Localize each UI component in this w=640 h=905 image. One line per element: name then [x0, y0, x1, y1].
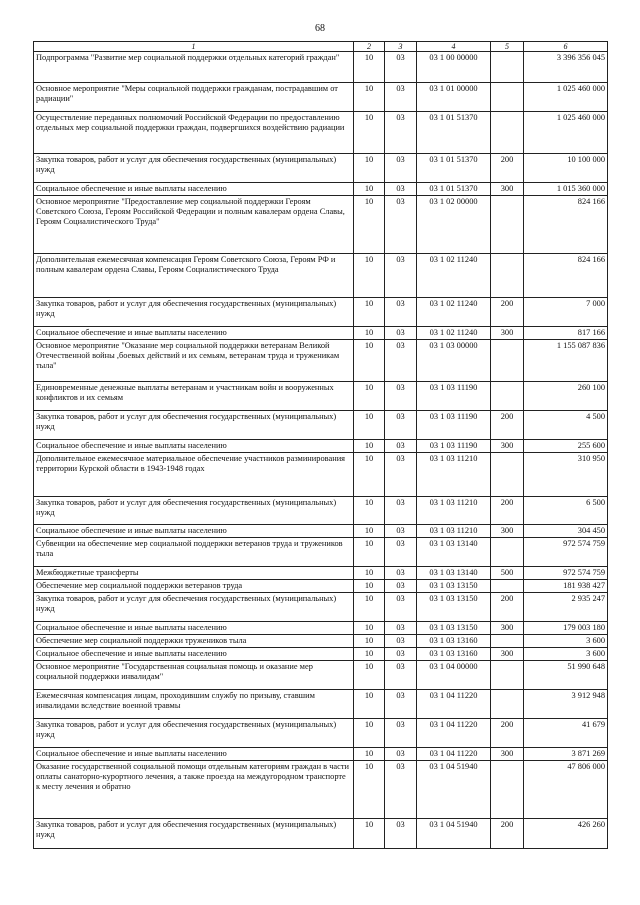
row-expense-type	[491, 112, 524, 154]
row-name: Социальное обеспечение и иные выплаты населению	[34, 440, 354, 453]
row-amount: 255 600	[524, 440, 608, 453]
table-row	[34, 593, 608, 622]
row-amount: 41 679	[524, 719, 608, 748]
row-section: 10	[354, 719, 385, 748]
row-amount: 4 500	[524, 411, 608, 440]
row-subsection: 03	[385, 761, 417, 819]
table-row	[34, 719, 608, 748]
table-row	[34, 819, 608, 849]
row-target-article: 03 1 03 11190	[417, 382, 491, 411]
row-subsection: 03	[385, 593, 417, 622]
table-row	[34, 196, 608, 254]
table-row	[34, 622, 608, 635]
row-section: 10	[354, 593, 385, 622]
row-expense-type	[491, 382, 524, 411]
row-target-article: 03 1 02 11240	[417, 298, 491, 327]
row-target-article: 03 1 04 51940	[417, 819, 491, 849]
table-row	[34, 538, 608, 567]
row-subsection: 03	[385, 183, 417, 196]
row-section: 10	[354, 83, 385, 112]
row-section: 10	[354, 52, 385, 83]
row-name: Оказание государственной социальной помощи отдельным категориям граждан в части оплаты санаторно-курортного лечения, а также проезда на междугородном транспорте к месту лечения и обратно	[34, 761, 354, 819]
row-subsection: 03	[385, 819, 417, 849]
row-subsection: 03	[385, 538, 417, 567]
table-body	[34, 52, 608, 849]
row-subsection: 03	[385, 622, 417, 635]
row-subsection: 03	[385, 411, 417, 440]
table-row	[34, 567, 608, 580]
row-section: 10	[354, 525, 385, 538]
row-amount: 3 912 948	[524, 690, 608, 719]
row-section: 10	[354, 580, 385, 593]
row-section: 10	[354, 196, 385, 254]
table-row	[34, 411, 608, 440]
table-row	[34, 327, 608, 340]
row-target-article: 03 1 04 11220	[417, 690, 491, 719]
row-amount: 304 450	[524, 525, 608, 538]
row-amount: 1 025 460 000	[524, 112, 608, 154]
row-amount: 47 806 000	[524, 761, 608, 819]
row-name: Закупка товаров, работ и услуг для обеспечения государственных (муниципальных) нужд	[34, 719, 354, 748]
row-amount: 179 003 180	[524, 622, 608, 635]
row-subsection: 03	[385, 648, 417, 661]
row-target-article: 03 1 03 11210	[417, 497, 491, 525]
row-section: 10	[354, 154, 385, 183]
row-section: 10	[354, 748, 385, 761]
row-target-article: 03 1 01 51370	[417, 183, 491, 196]
table-row	[34, 440, 608, 453]
row-section: 10	[354, 254, 385, 298]
row-target-article: 03 1 03 13150	[417, 593, 491, 622]
row-section: 10	[354, 112, 385, 154]
row-amount: 2 935 247	[524, 593, 608, 622]
row-target-article: 03 1 00 00000	[417, 52, 491, 83]
row-target-article: 03 1 04 11220	[417, 719, 491, 748]
row-target-article: 03 1 03 13140	[417, 538, 491, 567]
row-name: Дополнительная ежемесячная компенсация Героям Советского Союза, Героям РФ и полным кавалерам ордена Славы, Героям Социалистического Труда	[34, 254, 354, 298]
row-expense-type: 300	[491, 440, 524, 453]
row-expense-type: 200	[491, 593, 524, 622]
row-subsection: 03	[385, 340, 417, 382]
row-target-article: 03 1 01 51370	[417, 154, 491, 183]
row-name: Закупка товаров, работ и услуг для обеспечения государственных (муниципальных) нужд	[34, 154, 354, 183]
row-target-article: 03 1 03 11190	[417, 411, 491, 440]
row-section: 10	[354, 661, 385, 690]
row-subsection: 03	[385, 254, 417, 298]
row-section: 10	[354, 761, 385, 819]
row-expense-type: 200	[491, 497, 524, 525]
table-row	[34, 340, 608, 382]
page-number: 68	[315, 23, 325, 34]
row-target-article: 03 1 03 13160	[417, 635, 491, 648]
row-expense-type	[491, 453, 524, 497]
row-name: Социальное обеспечение и иные выплаты населению	[34, 327, 354, 340]
row-amount: 7 000	[524, 298, 608, 327]
column-header-section: 2	[354, 42, 385, 52]
table-row	[34, 648, 608, 661]
row-amount: 3 600	[524, 635, 608, 648]
row-amount: 181 938 427	[524, 580, 608, 593]
row-target-article: 03 1 02 11240	[417, 327, 491, 340]
row-section: 10	[354, 635, 385, 648]
table-row	[34, 748, 608, 761]
row-section: 10	[354, 453, 385, 497]
row-section: 10	[354, 340, 385, 382]
row-expense-type: 200	[491, 298, 524, 327]
row-target-article: 03 1 03 11210	[417, 453, 491, 497]
row-subsection: 03	[385, 580, 417, 593]
row-name: Закупка товаров, работ и услуг для обеспечения государственных (муниципальных) нужд	[34, 819, 354, 849]
row-target-article: 03 1 01 00000	[417, 83, 491, 112]
row-name: Основное мероприятие "Оказание мер социальной поддержки ветеранам Великой Отечественной войны ,боевых действий и их семьям, ветеранам труда и труженикам тыла"	[34, 340, 354, 382]
row-expense-type: 300	[491, 183, 524, 196]
row-name: Социальное обеспечение и иные выплаты населению	[34, 183, 354, 196]
row-expense-type	[491, 761, 524, 819]
row-subsection: 03	[385, 453, 417, 497]
column-header-name: 1	[34, 42, 354, 52]
row-name: Основное мероприятие "Государственная социальная помощь и оказание мер социальной поддержки инвалидам"	[34, 661, 354, 690]
row-expense-type	[491, 83, 524, 112]
row-expense-type: 200	[491, 719, 524, 748]
row-amount: 1 025 460 000	[524, 83, 608, 112]
row-expense-type	[491, 538, 524, 567]
table-row	[34, 690, 608, 719]
row-expense-type	[491, 580, 524, 593]
row-expense-type	[491, 52, 524, 83]
row-name: Закупка товаров, работ и услуг для обеспечения государственных (муниципальных) нужд	[34, 593, 354, 622]
row-expense-type: 200	[491, 154, 524, 183]
row-target-article: 03 1 02 11240	[417, 254, 491, 298]
row-amount: 10 100 000	[524, 154, 608, 183]
row-target-article: 03 1 03 00000	[417, 340, 491, 382]
row-subsection: 03	[385, 83, 417, 112]
table-row	[34, 254, 608, 298]
row-section: 10	[354, 690, 385, 719]
row-target-article: 03 1 03 13160	[417, 648, 491, 661]
row-amount: 3 871 269	[524, 748, 608, 761]
row-name: Субвенции на обеспечение мер социальной поддержки ветеранов труда и тружеников тыла	[34, 538, 354, 567]
row-amount: 1 155 087 836	[524, 340, 608, 382]
row-expense-type: 300	[491, 648, 524, 661]
table-row	[34, 112, 608, 154]
row-section: 10	[354, 298, 385, 327]
row-section: 10	[354, 819, 385, 849]
row-expense-type: 300	[491, 525, 524, 538]
row-subsection: 03	[385, 567, 417, 580]
column-header-subsection: 3	[385, 42, 417, 52]
row-amount: 824 166	[524, 196, 608, 254]
row-expense-type	[491, 690, 524, 719]
row-subsection: 03	[385, 719, 417, 748]
row-section: 10	[354, 327, 385, 340]
column-header-expense-type: 5	[491, 42, 524, 52]
row-amount: 972 574 759	[524, 538, 608, 567]
row-amount: 310 950	[524, 453, 608, 497]
row-target-article: 03 1 03 13150	[417, 580, 491, 593]
row-amount: 817 166	[524, 327, 608, 340]
table-row	[34, 635, 608, 648]
table-row	[34, 661, 608, 690]
row-name: Дополнительное ежемесячное материальное обеспечение участников разминирования территории Курской области в 1943-1948 годах	[34, 453, 354, 497]
row-section: 10	[354, 622, 385, 635]
row-expense-type: 200	[491, 819, 524, 849]
row-name: Социальное обеспечение и иные выплаты населению	[34, 622, 354, 635]
table-row	[34, 83, 608, 112]
table-row	[34, 497, 608, 525]
table-row	[34, 298, 608, 327]
table-row	[34, 761, 608, 819]
row-section: 10	[354, 497, 385, 525]
row-expense-type: 500	[491, 567, 524, 580]
row-section: 10	[354, 648, 385, 661]
row-subsection: 03	[385, 196, 417, 254]
row-amount: 6 500	[524, 497, 608, 525]
row-name: Обеспечение мер социальной поддержки ветеранов труда	[34, 580, 354, 593]
table-row	[34, 382, 608, 411]
table-row	[34, 453, 608, 497]
row-expense-type: 300	[491, 327, 524, 340]
column-header-amount: 6	[524, 42, 608, 52]
row-name: Обеспечение мер социальной поддержки тружеников тыла	[34, 635, 354, 648]
table-row	[34, 580, 608, 593]
row-name: Осуществление переданных полномочий Российской Федерации по предоставлению отдельных мер социальной поддержки граждан, подвергшихся воздействию радиации	[34, 112, 354, 154]
row-amount: 426 260	[524, 819, 608, 849]
row-name: Основное мероприятие "Меры социальной поддержки гражданам, пострадавшим от радиации"	[34, 83, 354, 112]
row-name: Закупка товаров, работ и услуг для обеспечения государственных (муниципальных) нужд	[34, 298, 354, 327]
row-subsection: 03	[385, 525, 417, 538]
table-row	[34, 525, 608, 538]
row-amount: 51 990 648	[524, 661, 608, 690]
row-expense-type	[491, 661, 524, 690]
row-name: Закупка товаров, работ и услуг для обеспечения государственных (муниципальных) нужд	[34, 497, 354, 525]
row-target-article: 03 1 02 00000	[417, 196, 491, 254]
row-name: Закупка товаров, работ и услуг для обеспечения государственных (муниципальных) нужд	[34, 411, 354, 440]
row-name: Межбюджетные трансферты	[34, 567, 354, 580]
row-target-article: 03 1 04 51940	[417, 761, 491, 819]
row-target-article: 03 1 03 11210	[417, 525, 491, 538]
row-name: Социальное обеспечение и иные выплаты населению	[34, 748, 354, 761]
row-subsection: 03	[385, 497, 417, 525]
row-name: Ежемесячная компенсация лицам, проходившим службу по призыву, ставшим инвалидами вследствие военной травмы	[34, 690, 354, 719]
row-amount: 3 600	[524, 648, 608, 661]
row-amount: 260 100	[524, 382, 608, 411]
row-expense-type	[491, 340, 524, 382]
row-subsection: 03	[385, 748, 417, 761]
row-amount: 3 396 356 045	[524, 52, 608, 83]
row-subsection: 03	[385, 298, 417, 327]
row-name: Социальное обеспечение и иные выплаты населению	[34, 525, 354, 538]
row-target-article: 03 1 01 51370	[417, 112, 491, 154]
row-name: Подпрограмма "Развитие мер социальной поддержки отдельных категорий граждан"	[34, 52, 354, 83]
row-amount: 824 166	[524, 254, 608, 298]
row-subsection: 03	[385, 661, 417, 690]
row-expense-type	[491, 196, 524, 254]
row-expense-type	[491, 635, 524, 648]
row-subsection: 03	[385, 52, 417, 83]
table-row	[34, 154, 608, 183]
table-row	[34, 183, 608, 196]
row-section: 10	[354, 183, 385, 196]
row-target-article: 03 1 04 11220	[417, 748, 491, 761]
row-expense-type	[491, 254, 524, 298]
table-row	[34, 52, 608, 83]
row-expense-type: 300	[491, 748, 524, 761]
row-expense-type: 300	[491, 622, 524, 635]
row-name: Основное мероприятие "Предоставление мер социальной поддержки Героям Советского Союза, Героям Российской Федерации и полным кавалерам ордена Славы, Героям Социалистического Труда"	[34, 196, 354, 254]
budget-table	[33, 41, 608, 849]
row-section: 10	[354, 382, 385, 411]
row-target-article: 03 1 04 00000	[417, 661, 491, 690]
row-subsection: 03	[385, 440, 417, 453]
header-row	[34, 42, 608, 52]
row-target-article: 03 1 03 11190	[417, 440, 491, 453]
row-target-article: 03 1 03 13140	[417, 567, 491, 580]
row-target-article: 03 1 03 13150	[417, 622, 491, 635]
row-subsection: 03	[385, 382, 417, 411]
row-subsection: 03	[385, 635, 417, 648]
row-subsection: 03	[385, 327, 417, 340]
row-section: 10	[354, 567, 385, 580]
row-name: Единовременные денежные выплаты ветеранам и участникам войн и вооруженных конфликтов и их семьям	[34, 382, 354, 411]
row-section: 10	[354, 538, 385, 567]
row-expense-type: 200	[491, 411, 524, 440]
row-name: Социальное обеспечение и иные выплаты населению	[34, 648, 354, 661]
row-section: 10	[354, 440, 385, 453]
row-subsection: 03	[385, 154, 417, 183]
column-header-target-article: 4	[417, 42, 491, 52]
row-subsection: 03	[385, 690, 417, 719]
row-amount: 972 574 759	[524, 567, 608, 580]
row-subsection: 03	[385, 112, 417, 154]
row-amount: 1 015 360 000	[524, 183, 608, 196]
row-section: 10	[354, 411, 385, 440]
